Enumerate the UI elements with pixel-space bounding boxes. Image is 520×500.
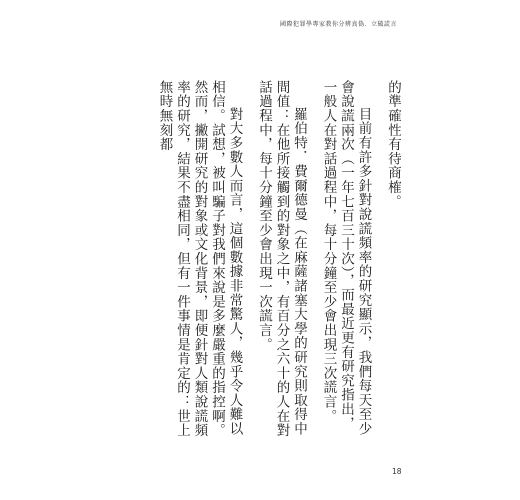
paragraph-3: 羅伯特．費爾德曼（在麻薩諸塞大學的研究則取得中間值：在他所接觸到的對象之中，有百分之六十的人在對話過程中，每十分鐘至少會出現一次謊言。 [256,80,307,438]
paragraph-4: 對大多數人而言，這個數據非常驚人，幾乎令人難以相信。試想，被叫騙子對我們來說是多麼嚴重的指控啊。然而，撇開研究的對象或文化背景，即便針對人類說謊頻率的研究，結果不盡相同，但有一件事情是肯定的：世上無時無刻都 [156,80,243,438]
page-number: 18 [392,467,402,476]
running-header: 國際犯罪學專家教你分辨真偽．立破謊言 [280,21,398,28]
paragraph-1: 的準確性有待商榷。 [385,80,401,209]
paragraph-2: 目前有許多針對說謊頻率的研究顯示，我們每天至少會說謊兩次（一年七百三十次），而最近更有研究指出，一般人在對話過程中，每十分鐘至少會出現三次謊言。 [320,80,372,436]
book-page-body [117,80,401,440]
